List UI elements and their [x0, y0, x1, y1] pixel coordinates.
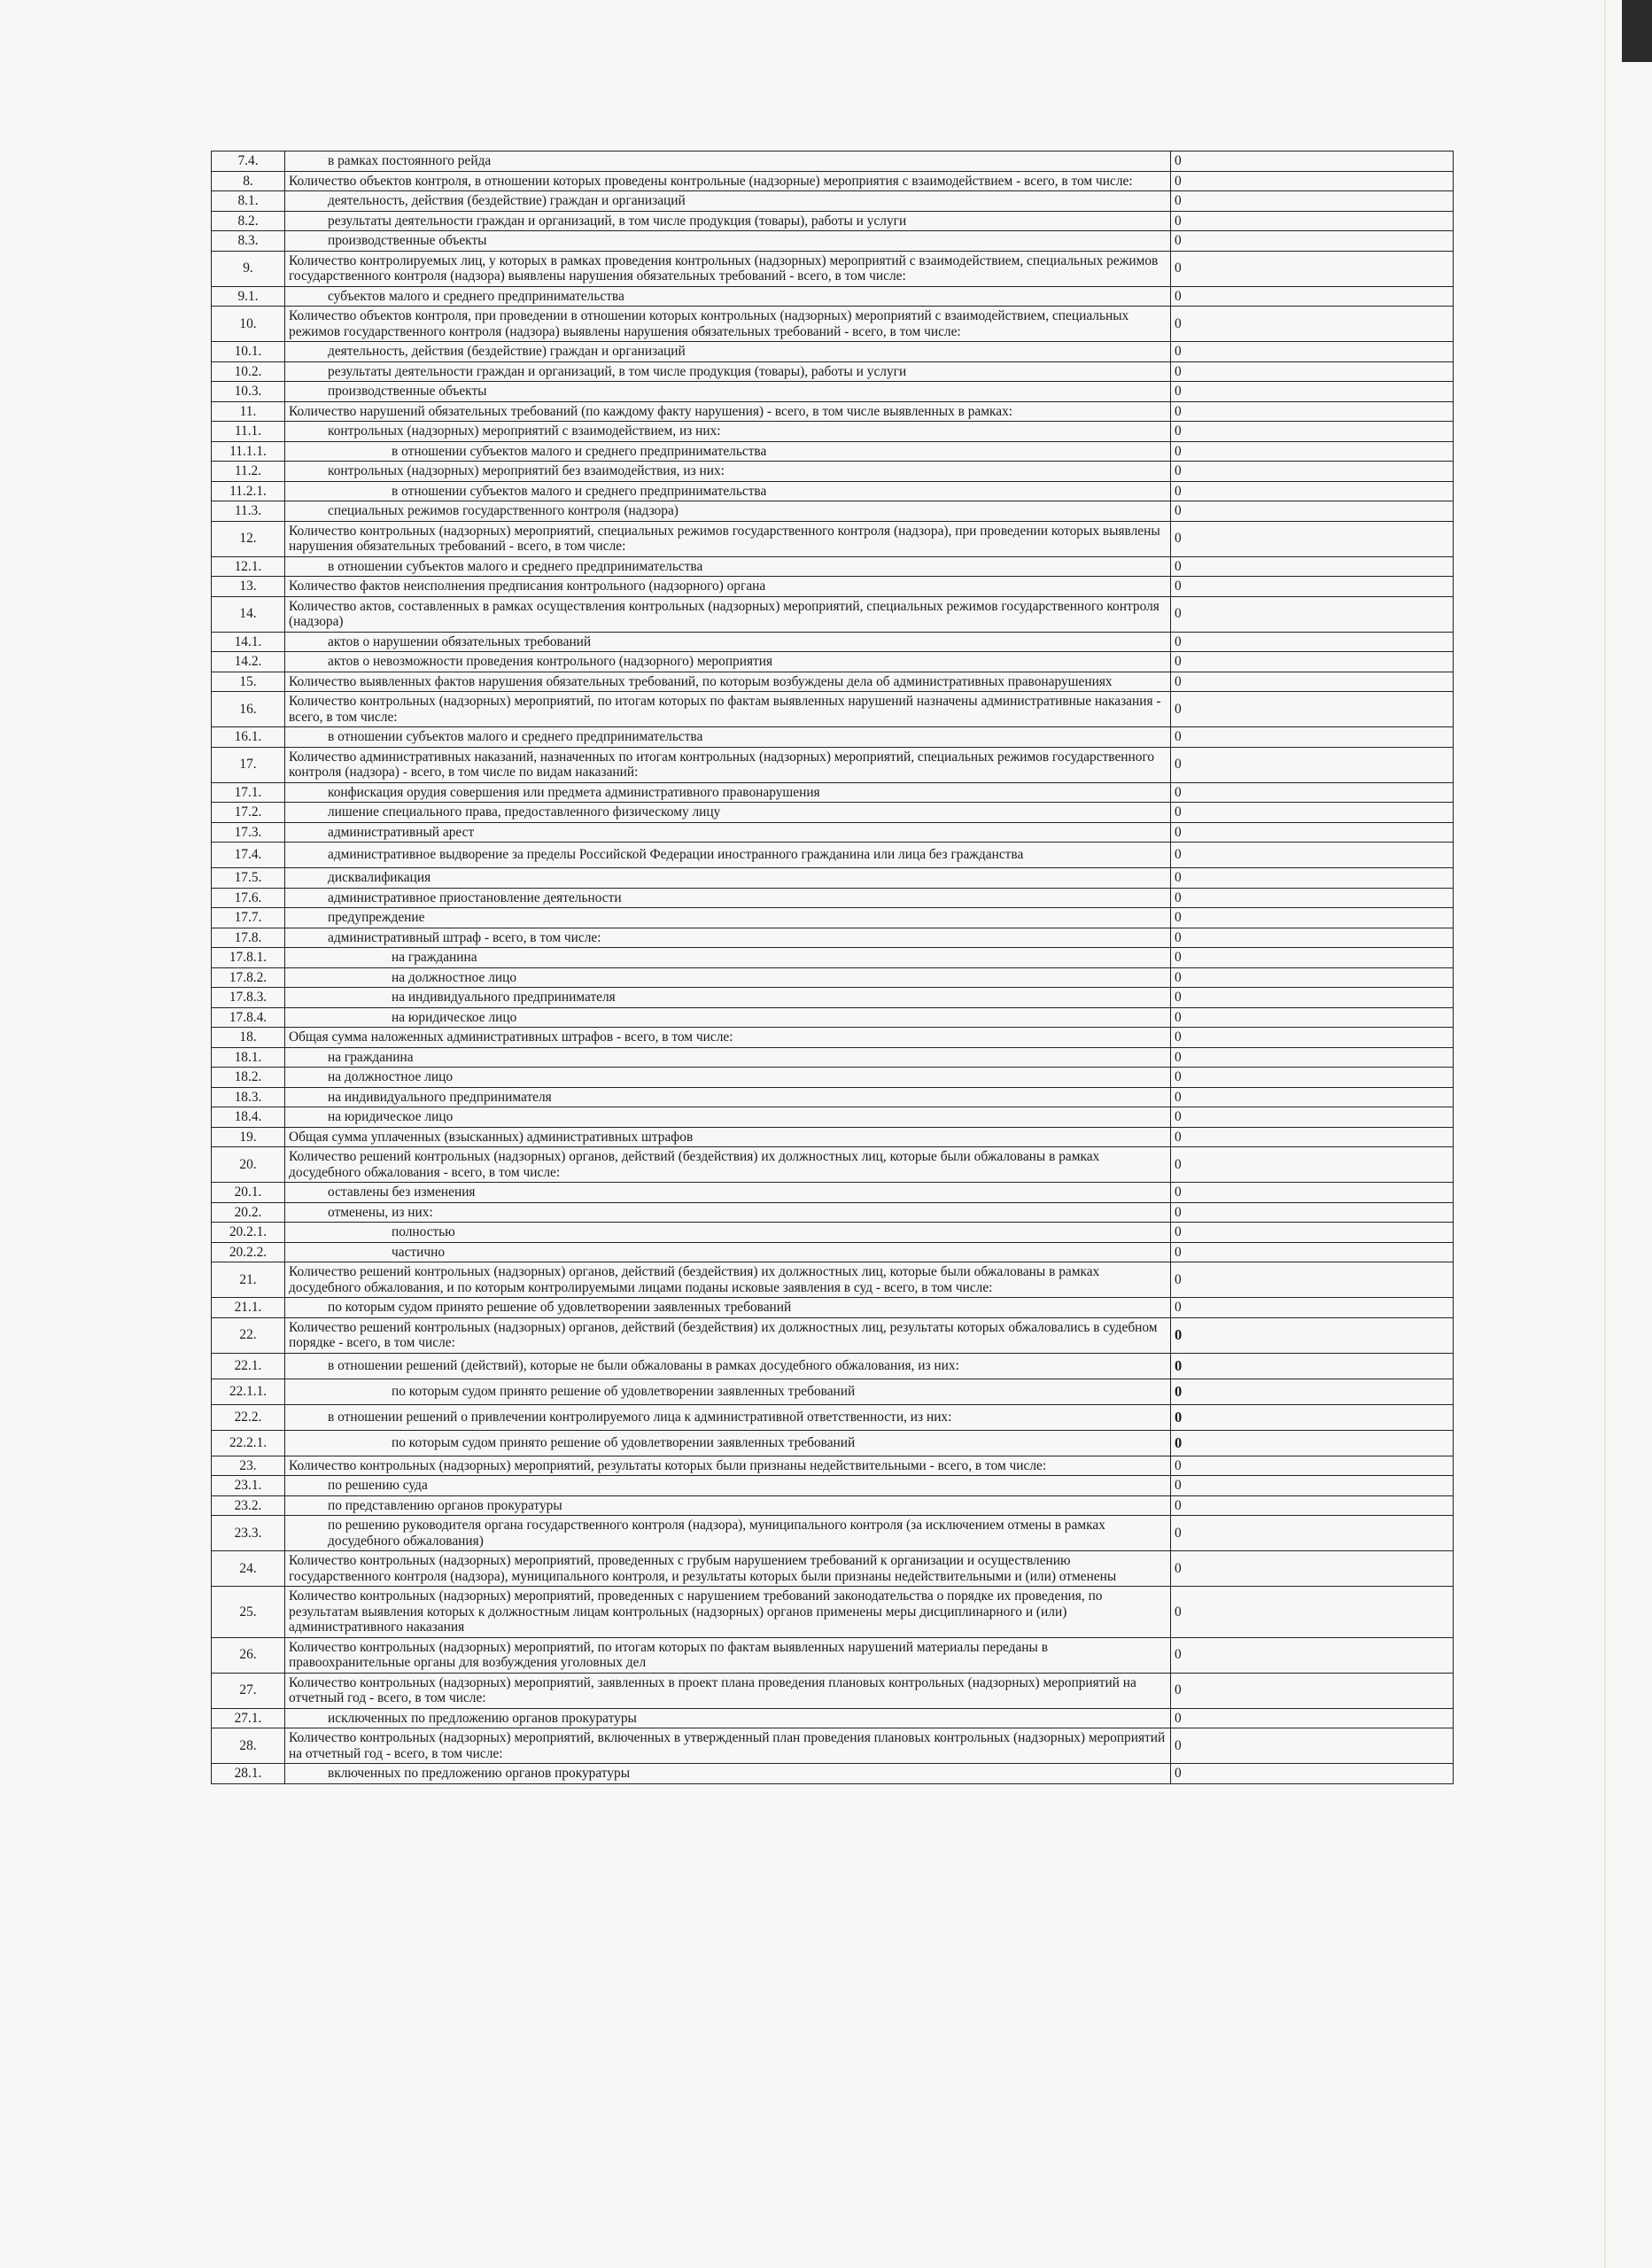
table-row — [212, 1068, 1454, 1088]
table-row — [212, 1262, 1454, 1298]
row-indicator-text: Количество административных наказаний, назначенных по итогам контрольных (надзорных) мероприятий, специальных режимов государственного контроля (надзора) - всего, в том числе по видам наказаний: — [285, 747, 1171, 782]
row-value: 0 — [1171, 307, 1454, 342]
row-indicator-text: Количество актов, составленных в рамках осуществления контрольных (надзорных) мероприятий, специальных режимов государственного контроля (надзора) — [285, 596, 1171, 632]
row-number: 10.2. — [212, 361, 285, 382]
row-indicator-text: деятельность, действия (бездействие) граждан и организаций — [285, 342, 1171, 362]
row-value: 0 — [1171, 747, 1454, 782]
table-row — [212, 307, 1454, 342]
row-number: 17.4. — [212, 843, 285, 868]
row-indicator-text: Количество контрольных (надзорных) мероприятий, результаты которых были признаны недействительными - всего, в том числе: — [285, 1456, 1171, 1476]
table-row — [212, 1047, 1454, 1068]
table-row — [212, 577, 1454, 597]
row-value: 0 — [1171, 151, 1454, 172]
row-indicator-text: Количество решений контрольных (надзорных) органов, действий (бездействия) их должностных лиц, результаты которых обжаловались в судебном порядке - всего, в том числе: — [285, 1317, 1171, 1353]
row-indicator-text: на индивидуального предпринимателя — [285, 988, 1171, 1008]
row-number: 11.2. — [212, 462, 285, 482]
row-number: 8.3. — [212, 231, 285, 252]
row-number: 17.1. — [212, 782, 285, 803]
row-value: 0 — [1171, 1551, 1454, 1587]
table-row — [212, 1007, 1454, 1028]
table-row — [212, 632, 1454, 652]
row-value: 0 — [1171, 191, 1454, 212]
row-value: 0 — [1171, 1223, 1454, 1243]
row-number: 21. — [212, 1262, 285, 1298]
row-value: 0 — [1171, 1047, 1454, 1068]
row-indicator-text: производственные объекты — [285, 231, 1171, 252]
table-row — [212, 481, 1454, 501]
row-indicator-text: актов о невозможности проведения контрольного (надзорного) мероприятия — [285, 652, 1171, 672]
row-indicator-text: отменены, из них: — [285, 1202, 1171, 1223]
row-indicator-text: на гражданина — [285, 1047, 1171, 1068]
row-number: 25. — [212, 1587, 285, 1638]
row-number: 14.1. — [212, 632, 285, 652]
row-indicator-text: Количество объектов контроля, при проведении в отношении которых контрольных (надзорных) мероприятий с взаимодействием, специальных режимов государственного контроля (надзора) выявлены нарушения обязательных требований - всего, в том числе: — [285, 307, 1171, 342]
table-row — [212, 1028, 1454, 1048]
row-value: 0 — [1171, 1147, 1454, 1183]
row-number: 17.7. — [212, 908, 285, 928]
row-number: 8.1. — [212, 191, 285, 212]
row-value: 0 — [1171, 1087, 1454, 1107]
row-indicator-text: по которым судом принято решение об удовлетворении заявленных требований — [285, 1430, 1171, 1456]
row-value: 0 — [1171, 1516, 1454, 1551]
row-number: 12. — [212, 521, 285, 556]
row-indicator-text: Количество выявленных фактов нарушения обязательных требований, по которым возбуждены дела об административных правонарушениях — [285, 672, 1171, 692]
row-value: 0 — [1171, 692, 1454, 727]
table-row — [212, 672, 1454, 692]
scan-edge-shadow — [1622, 0, 1652, 62]
table-row — [212, 151, 1454, 172]
row-value: 0 — [1171, 1430, 1454, 1456]
row-value: 0 — [1171, 727, 1454, 748]
row-value: 0 — [1171, 521, 1454, 556]
row-number: 18.4. — [212, 1107, 285, 1128]
row-value: 0 — [1171, 652, 1454, 672]
row-number: 17.8.3. — [212, 988, 285, 1008]
table-row — [212, 988, 1454, 1008]
row-indicator-text: по которым судом принято решение об удовлетворении заявленных требований — [285, 1379, 1171, 1404]
row-number: 17.8. — [212, 928, 285, 948]
row-indicator-text: Количество объектов контроля, в отношении которых проведены контрольные (надзорные) мероприятия с взаимодействием - всего, в том числе: — [285, 171, 1171, 191]
row-number: 7.4. — [212, 151, 285, 172]
row-indicator-text: в отношении субъектов малого и среднего предпринимательства — [285, 441, 1171, 462]
table-row — [212, 1087, 1454, 1107]
row-value: 0 — [1171, 782, 1454, 803]
table-row — [212, 382, 1454, 402]
row-indicator-text: производственные объекты — [285, 382, 1171, 402]
table-row — [212, 747, 1454, 782]
row-number: 20.1. — [212, 1183, 285, 1203]
row-number: 18.3. — [212, 1087, 285, 1107]
row-number: 16. — [212, 692, 285, 727]
row-indicator-text: Количество контрольных (надзорных) мероприятий, по итогам которых по фактам выявленных нарушений материалы переданы в правоохранительные органы для возбуждения уголовных дел — [285, 1637, 1171, 1673]
row-indicator-text: исключенных по предложению органов прокуратуры — [285, 1708, 1171, 1728]
row-number: 26. — [212, 1637, 285, 1673]
table-row — [212, 1202, 1454, 1223]
row-number: 11. — [212, 401, 285, 422]
row-indicator-text: конфискация орудия совершения или предмета административного правонарушения — [285, 782, 1171, 803]
row-value: 0 — [1171, 1298, 1454, 1318]
table-row — [212, 1147, 1454, 1183]
table-row — [212, 361, 1454, 382]
row-number: 22.2.1. — [212, 1430, 285, 1456]
row-value: 0 — [1171, 1728, 1454, 1764]
row-number: 14. — [212, 596, 285, 632]
report-table-body — [212, 151, 1454, 1784]
row-number: 22.2. — [212, 1404, 285, 1430]
row-indicator-text: административный штраф - всего, в том числе: — [285, 928, 1171, 948]
row-number: 17.6. — [212, 888, 285, 908]
row-number: 24. — [212, 1551, 285, 1587]
row-indicator-text: в отношении субъектов малого и среднего предпринимательства — [285, 556, 1171, 577]
row-indicator-text: деятельность, действия (бездействие) граждан и организаций — [285, 191, 1171, 212]
row-indicator-text: по которым судом принято решение об удовлетворении заявленных требований — [285, 1298, 1171, 1318]
table-row — [212, 1242, 1454, 1262]
row-value: 0 — [1171, 342, 1454, 362]
table-row — [212, 251, 1454, 286]
table-row — [212, 843, 1454, 868]
row-value: 0 — [1171, 286, 1454, 307]
row-number: 23.2. — [212, 1495, 285, 1516]
row-value: 0 — [1171, 1068, 1454, 1088]
row-indicator-text: на должностное лицо — [285, 967, 1171, 988]
row-number: 17. — [212, 747, 285, 782]
row-indicator-text: Количество контрольных (надзорных) мероприятий, проведенных с нарушением требований законодательства о порядке их проведения, по результатам выявления которых к должностным лицам контрольных (надзорных) органов применены меры дисциплинарного и (или) административного наказания — [285, 1587, 1171, 1638]
row-value: 0 — [1171, 1262, 1454, 1298]
row-value: 0 — [1171, 361, 1454, 382]
row-indicator-text: по решению суда — [285, 1476, 1171, 1496]
row-number: 11.1.1. — [212, 441, 285, 462]
report-table — [211, 151, 1454, 1784]
table-row — [212, 692, 1454, 727]
table-row — [212, 1637, 1454, 1673]
row-indicator-text: Количество контрольных (надзорных) мероприятий, проведенных с грубым нарушением требований к организации и осуществлению государственного контроля (надзора), муниципального контроля, и результаты которых были признаны недействительными и (или) отменены — [285, 1551, 1171, 1587]
row-indicator-text: на должностное лицо — [285, 1068, 1171, 1088]
table-row — [212, 1317, 1454, 1353]
row-value: 0 — [1171, 1404, 1454, 1430]
row-indicator-text: Количество фактов неисполнения предписания контрольного (надзорного) органа — [285, 577, 1171, 597]
table-row — [212, 171, 1454, 191]
row-indicator-text: на индивидуального предпринимателя — [285, 1087, 1171, 1107]
row-indicator-text: Количество контрольных (надзорных) мероприятий, заявленных в проект плана проведения плановых контрольных (надзорных) мероприятий на отчетный год - всего, в том числе: — [285, 1673, 1171, 1708]
row-value: 0 — [1171, 1202, 1454, 1223]
row-indicator-text: на гражданина — [285, 948, 1171, 968]
row-value: 0 — [1171, 928, 1454, 948]
row-indicator-text: административное приостановление деятельности — [285, 888, 1171, 908]
row-value: 0 — [1171, 632, 1454, 652]
table-row — [212, 422, 1454, 442]
row-value: 0 — [1171, 1007, 1454, 1028]
row-indicator-text: на юридическое лицо — [285, 1107, 1171, 1128]
row-value: 0 — [1171, 231, 1454, 252]
row-value: 0 — [1171, 1587, 1454, 1638]
row-value: 0 — [1171, 401, 1454, 422]
row-value: 0 — [1171, 1456, 1454, 1476]
row-indicator-text: результаты деятельности граждан и организаций, в том числе продукция (товары), работы и услуги — [285, 211, 1171, 231]
table-row — [212, 596, 1454, 632]
table-row — [212, 342, 1454, 362]
row-number: 18. — [212, 1028, 285, 1048]
row-number: 18.2. — [212, 1068, 285, 1088]
row-number: 22. — [212, 1317, 285, 1353]
row-number: 9. — [212, 251, 285, 286]
table-row — [212, 888, 1454, 908]
row-indicator-text: Количество контролируемых лиц, у которых в рамках проведения контрольных (надзорных) мероприятий с взаимодействием, специальных режимов государственного контроля (надзора) выявлены нарушения обязательных требований - всего, в том числе: — [285, 251, 1171, 286]
row-number: 15. — [212, 672, 285, 692]
row-value: 0 — [1171, 908, 1454, 928]
row-indicator-text: Количество решений контрольных (надзорных) органов, действий (бездействия) их должностных лиц, которые были обжалованы в рамках досудебного обжалования, и по которым контролируемыми лицами поданы исковые заявления в суд - всего, в том числе: — [285, 1262, 1171, 1298]
table-row — [212, 1183, 1454, 1203]
row-number: 10.1. — [212, 342, 285, 362]
row-value: 0 — [1171, 422, 1454, 442]
row-number: 27. — [212, 1673, 285, 1708]
row-number: 20. — [212, 1147, 285, 1183]
row-indicator-text: контрольных (надзорных) мероприятий без взаимодействия, из них: — [285, 462, 1171, 482]
row-number: 10.3. — [212, 382, 285, 402]
row-number: 21.1. — [212, 1298, 285, 1318]
row-value: 0 — [1171, 556, 1454, 577]
table-row — [212, 948, 1454, 968]
table-row — [212, 652, 1454, 672]
table-row — [212, 1551, 1454, 1587]
table-row — [212, 1495, 1454, 1516]
row-value: 0 — [1171, 462, 1454, 482]
row-value: 0 — [1171, 1353, 1454, 1379]
row-indicator-text: специальных режимов государственного контроля (надзора) — [285, 501, 1171, 522]
table-row — [212, 1476, 1454, 1496]
row-number: 23.1. — [212, 1476, 285, 1496]
table-row — [212, 1673, 1454, 1708]
row-value: 0 — [1171, 843, 1454, 868]
row-indicator-text: Количество контрольных (надзорных) мероприятий, специальных режимов государственного контроля (надзора), при проведении которых выявлены нарушения обязательных требований - всего, в том числе: — [285, 521, 1171, 556]
row-value: 0 — [1171, 1476, 1454, 1496]
row-indicator-text: Количество нарушений обязательных требований (по каждому факту нарушения) - всего, в том числе выявленных в рамках: — [285, 401, 1171, 422]
row-indicator-text: включенных по предложению органов прокуратуры — [285, 1764, 1171, 1784]
row-value: 0 — [1171, 1317, 1454, 1353]
table-row — [212, 211, 1454, 231]
table-row — [212, 967, 1454, 988]
row-number: 23.3. — [212, 1516, 285, 1551]
row-indicator-text: в отношении субъектов малого и среднего предпринимательства — [285, 481, 1171, 501]
table-row — [212, 462, 1454, 482]
row-indicator-text: в рамках постоянного рейда — [285, 151, 1171, 172]
row-indicator-text: административное выдворение за пределы Российской Федерации иностранного гражданина или лица без гражданства — [285, 843, 1171, 868]
table-row — [212, 1404, 1454, 1430]
row-indicator-text: частично — [285, 1242, 1171, 1262]
row-indicator-text: актов о нарушении обязательных требований — [285, 632, 1171, 652]
table-row — [212, 1127, 1454, 1147]
row-number: 22.1.1. — [212, 1379, 285, 1404]
row-number: 17.3. — [212, 822, 285, 843]
row-number: 20.2.1. — [212, 1223, 285, 1243]
row-value: 0 — [1171, 948, 1454, 968]
row-value: 0 — [1171, 481, 1454, 501]
row-number: 9.1. — [212, 286, 285, 307]
row-number: 10. — [212, 307, 285, 342]
row-number: 28.1. — [212, 1764, 285, 1784]
row-number: 17.8.4. — [212, 1007, 285, 1028]
table-row — [212, 1456, 1454, 1476]
row-value: 0 — [1171, 868, 1454, 889]
row-value: 0 — [1171, 1379, 1454, 1404]
row-indicator-text: на юридическое лицо — [285, 1007, 1171, 1028]
row-number: 17.5. — [212, 868, 285, 889]
table-row — [212, 868, 1454, 889]
row-indicator-text: контрольных (надзорных) мероприятий с взаимодействием, из них: — [285, 422, 1171, 442]
row-value: 0 — [1171, 171, 1454, 191]
row-value: 0 — [1171, 988, 1454, 1008]
row-indicator-text: Количество контрольных (надзорных) мероприятий, по итогам которых по фактам выявленных нарушений назначены административные наказания - всего, в том числе: — [285, 692, 1171, 727]
row-number: 18.1. — [212, 1047, 285, 1068]
row-value: 0 — [1171, 501, 1454, 522]
table-row — [212, 1353, 1454, 1379]
row-indicator-text: оставлены без изменения — [285, 1183, 1171, 1203]
table-row — [212, 1430, 1454, 1456]
row-indicator-text: по представлению органов прокуратуры — [285, 1495, 1171, 1516]
row-number: 20.2. — [212, 1202, 285, 1223]
row-number: 11.1. — [212, 422, 285, 442]
table-row — [212, 822, 1454, 843]
row-number: 23. — [212, 1456, 285, 1476]
row-value: 0 — [1171, 211, 1454, 231]
row-value: 0 — [1171, 596, 1454, 632]
row-number: 8. — [212, 171, 285, 191]
row-value: 0 — [1171, 672, 1454, 692]
row-number: 13. — [212, 577, 285, 597]
row-value: 0 — [1171, 1183, 1454, 1203]
table-row — [212, 401, 1454, 422]
row-value: 0 — [1171, 1708, 1454, 1728]
row-indicator-text: по решению руководителя органа государственного контроля (надзора), муниципального контроля (за исключением отмены в рамках досудебного обжалования) — [285, 1516, 1171, 1551]
row-number: 8.2. — [212, 211, 285, 231]
row-value: 0 — [1171, 1028, 1454, 1048]
row-indicator-text: в отношении субъектов малого и среднего предпринимательства — [285, 727, 1171, 748]
table-row — [212, 803, 1454, 823]
row-number: 22.1. — [212, 1353, 285, 1379]
row-number: 12.1. — [212, 556, 285, 577]
row-value: 0 — [1171, 1107, 1454, 1128]
scan-edge-line — [1604, 0, 1606, 2268]
row-value: 0 — [1171, 251, 1454, 286]
row-number: 11.2.1. — [212, 481, 285, 501]
table-row — [212, 1728, 1454, 1764]
table-row — [212, 908, 1454, 928]
row-value: 0 — [1171, 822, 1454, 843]
row-value: 0 — [1171, 382, 1454, 402]
row-number: 11.3. — [212, 501, 285, 522]
row-indicator-text: субъектов малого и среднего предпринимательства — [285, 286, 1171, 307]
table-row — [212, 1516, 1454, 1551]
table-row — [212, 782, 1454, 803]
table-row — [212, 1708, 1454, 1728]
row-number: 17.8.1. — [212, 948, 285, 968]
table-row — [212, 928, 1454, 948]
row-indicator-text: административный арест — [285, 822, 1171, 843]
row-value: 0 — [1171, 1764, 1454, 1784]
table-row — [212, 1107, 1454, 1128]
table-row — [212, 1379, 1454, 1404]
row-value: 0 — [1171, 441, 1454, 462]
row-indicator-text: предупреждение — [285, 908, 1171, 928]
table-row — [212, 521, 1454, 556]
row-indicator-text: Количество решений контрольных (надзорных) органов, действий (бездействия) их должностных лиц, которые были обжалованы в рамках досудебного обжалования - всего, в том числе: — [285, 1147, 1171, 1183]
row-value: 0 — [1171, 888, 1454, 908]
row-number: 14.2. — [212, 652, 285, 672]
row-number: 19. — [212, 1127, 285, 1147]
row-indicator-text: в отношении решений (действий), которые не были обжалованы в рамках досудебного обжалования, из них: — [285, 1353, 1171, 1379]
row-value: 0 — [1171, 1127, 1454, 1147]
row-indicator-text: полностью — [285, 1223, 1171, 1243]
table-row — [212, 1223, 1454, 1243]
row-indicator-text: в отношении решений о привлечении контролируемого лица к административной ответственности, из них: — [285, 1404, 1171, 1430]
row-value: 0 — [1171, 1637, 1454, 1673]
table-row — [212, 231, 1454, 252]
row-value: 0 — [1171, 803, 1454, 823]
row-value: 0 — [1171, 1495, 1454, 1516]
table-row — [212, 286, 1454, 307]
table-row — [212, 501, 1454, 522]
row-value: 0 — [1171, 577, 1454, 597]
row-value: 0 — [1171, 967, 1454, 988]
row-indicator-text: лишение специального права, предоставленного физическому лицу — [285, 803, 1171, 823]
table-row — [212, 727, 1454, 748]
table-row — [212, 191, 1454, 212]
row-number: 17.8.2. — [212, 967, 285, 988]
row-indicator-text: результаты деятельности граждан и организаций, в том числе продукция (товары), работы и услуги — [285, 361, 1171, 382]
row-number: 27.1. — [212, 1708, 285, 1728]
row-number: 28. — [212, 1728, 285, 1764]
table-row — [212, 1298, 1454, 1318]
row-indicator-text: Количество контрольных (надзорных) мероприятий, включенных в утвержденный план проведения плановых контрольных (надзорных) мероприятий на отчетный год - всего, в том числе: — [285, 1728, 1171, 1764]
table-row — [212, 441, 1454, 462]
row-indicator-text: Общая сумма наложенных административных штрафов - всего, в том числе: — [285, 1028, 1171, 1048]
row-number: 17.2. — [212, 803, 285, 823]
row-indicator-text: Общая сумма уплаченных (взысканных) административных штрафов — [285, 1127, 1171, 1147]
table-row — [212, 1587, 1454, 1638]
row-number: 16.1. — [212, 727, 285, 748]
row-value: 0 — [1171, 1673, 1454, 1708]
table-row — [212, 556, 1454, 577]
row-number: 20.2.2. — [212, 1242, 285, 1262]
table-row — [212, 1764, 1454, 1784]
row-indicator-text: дисквалификация — [285, 868, 1171, 889]
row-value: 0 — [1171, 1242, 1454, 1262]
